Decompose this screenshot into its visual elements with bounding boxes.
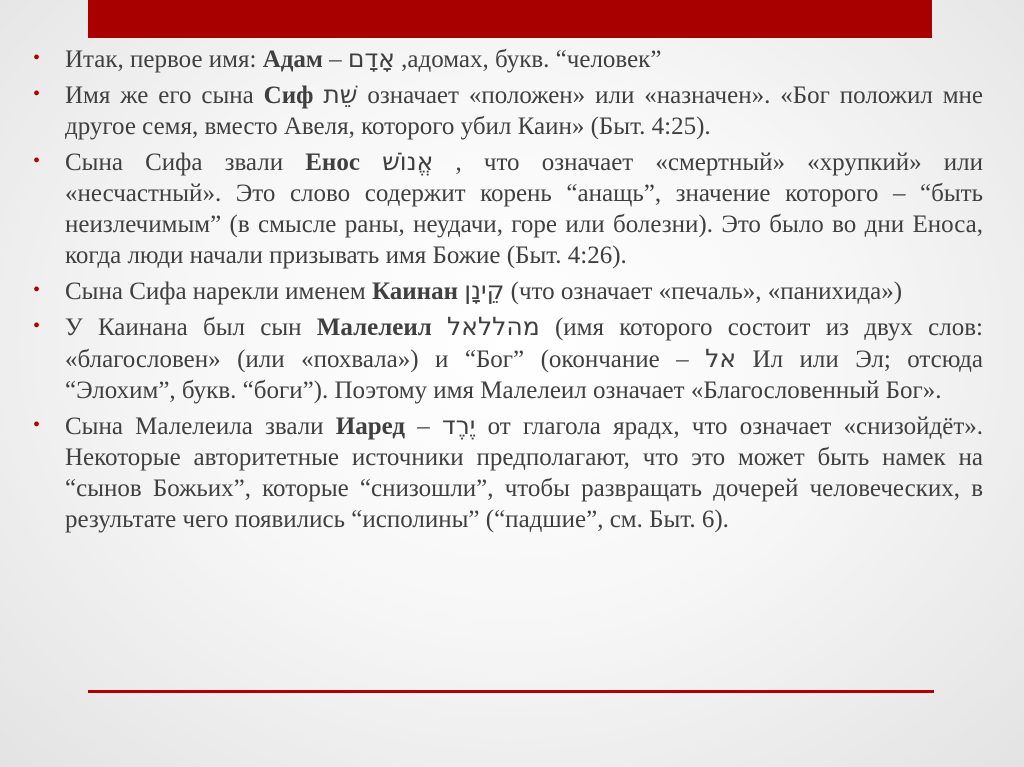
text: Ил или Эл; отсюда “Элохим”, букв. “боги”). Поэтому имя Малелеил означает «Благословенный Бог».	[65, 346, 983, 404]
text: Сына Сифа нарекли именем	[65, 278, 372, 305]
text: означает «положен» или «назначен». «Бог положил мне другое семя, вместо Авеля, которого убил Каин» (Быт. 4:25).	[65, 82, 984, 140]
list-item-kainan	[33, 275, 983, 307]
name-bold: Сиф	[263, 82, 314, 109]
text: Сына Сифа звали	[65, 149, 306, 176]
bullet-list	[33, 43, 983, 535]
hebrew-word: קֵינָן	[464, 276, 505, 305]
hebrew-word: שֵׁת	[323, 80, 358, 109]
text: Итак, первое имя:	[65, 46, 263, 73]
header-band	[88, 0, 932, 38]
text: , что означает «смертный» «хрупкий» или «несчастный». Это слово содержит корень “анащь”, значение которого – “быть неизлечимым” (в смысле раны, неудачи, горе или болезни). Это было во дни Еноса, когда люди начали призывать имя Божие (Быт. 4:26).	[65, 149, 984, 269]
list-item-maleleil	[33, 311, 983, 406]
hebrew-word: אֱנוֹשׁ	[382, 147, 434, 176]
hebrew-word: אל	[705, 344, 737, 373]
text: –	[322, 46, 348, 73]
text: Имя же его сына	[65, 82, 264, 109]
text: У Каинана был сын	[65, 314, 317, 341]
text: Сына Малелеила звали	[65, 413, 336, 440]
name-bold: Каинан	[371, 278, 458, 305]
name-bold: Иаред	[335, 413, 406, 440]
text: ,адомах, букв. “человек”	[394, 46, 662, 73]
hebrew-word: אָדָם	[347, 44, 395, 73]
hebrew-word: יֶרֶד	[442, 411, 476, 440]
list-item-adam	[33, 43, 983, 75]
text: (что означает «печаль», «панихида»)	[504, 278, 903, 305]
list-item-sif	[33, 79, 983, 142]
text: –	[405, 413, 443, 440]
name-bold: Адам	[262, 46, 323, 73]
footer-rule	[88, 690, 934, 693]
name-bold: Енос	[305, 149, 360, 176]
name-bold: Малелеил	[316, 314, 432, 341]
list-item-enos	[33, 146, 983, 271]
text: от глагола ярадх, что означает «снизойдёт». Некоторые авторитетные источники предполагают, что это может быть намек на “сынов Божьих”, которые “снизошли”, чтобы развращать дочерей человеческих, в результате чего появились “исполины” (“падшие”, см. Быт. 6).	[65, 413, 984, 533]
slide-content	[33, 43, 983, 539]
list-item-iared	[33, 410, 983, 535]
text: (имя которого состоит из двух слов: «благословен» (или «похвала») и “Бог” (окончание –	[65, 314, 983, 373]
hebrew-word: מהללאל	[447, 312, 540, 341]
